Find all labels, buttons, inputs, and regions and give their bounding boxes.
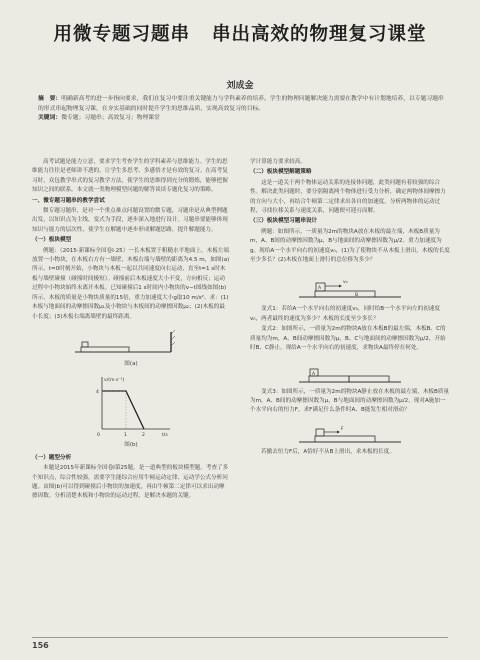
variant-2: 变式2：如图所示，一质量为2m的物块A放在木板B的最左端，木板B、C的质量均为m，A、B间动摩擦因数为μ，B、C与地面间的动摩擦因数为μ/2，开始时B、C静止。现给A一个水平向右的初速度，求物块A最终停在何处。: [250, 326, 446, 352]
block-board-diagram-3: [295, 420, 405, 446]
v-axis-label: v/(m·s⁻¹): [104, 378, 125, 384]
title-part-1: 用微专题习题串: [53, 24, 190, 45]
analysis-paragraph: 本题是2015年新课标全国卷I第25题，是一道典型的板块模型题。考查了多个知识点，综合性较强，需要学生能综合应用牛顿运动定律、运动学公式分析问题。由图(b)可以得到碰撞后小物块的加速度，再由牛顿第二定律可以求出动摩擦因数。分析清楚木板和小物块的运动过程，是解决本题的关键。: [32, 465, 229, 500]
tick-label-4: 4: [96, 390, 99, 396]
continued-text: 学计算能力要求较高。: [250, 159, 306, 165]
abstract: [38, 95, 448, 114]
block-board-diagram-1: [295, 269, 405, 303]
t-axis-label: t/s: [162, 433, 168, 439]
title-part-2: 串出高效的物理复习课堂: [212, 24, 427, 45]
figure-b-vt-graph: [86, 373, 176, 439]
variant-3: 变式3：如图所示，一质量为2m的物块A静止放在木板的最左端，木板B质量为m，A、B间的动摩擦因数为μ，B与地面间的动摩擦因数为μ/2。现对A施加一个水平向右的恒力F，求F满足什么条件时A、B能发生相对滑动？: [250, 388, 450, 414]
figure-b-caption: 图(b): [124, 442, 138, 449]
section-heading-series: （三）板块模型习题串设计: [250, 218, 318, 225]
right-column: [250, 158, 450, 458]
figure-a-diagram: [71, 326, 191, 358]
strategy-paragraph: 这是一道关于两个物体运动关系的连接体问题，此类问题有着较强的综合性。解决此类问题时，要分别隔离两个物体进行受力分析，确定两物体间摩擦力的方向与大小，再结合牛顿第二定律求出各自的加速度，分析两物体的运动过程，寻找位移关系与速度关系，问题便可迎刃而解。: [250, 179, 446, 215]
subsection-heading: （一）板块模型: [32, 237, 72, 244]
example-problem: 例题：（2015·新课标全国卷I·25）一长木板置于粗糙水平地面上，木板左端放置一小物块，在木板右方有一墙壁，木板右端与墙壁的距离为4.5 m，如图(a)所示。t=0时刻开始，小物块与木板一起以共同速度向右运动，直至t=1 s时木板与墙壁碰撞（碰撞时间极短）。碰撞前后木板速度大小不变，方向相反；运动过程中小物块始终未离开木板。已知碰撞后1 s时间内小物块的v−t图线如图(b)所示。木板的质量是小物块质量的15倍，重力加速度大小g取10 m/s²。求：(1)木板与地面间的动摩擦因数μ₁及小物块与木板间的动摩擦因数μ₂；(2)木板的最小长度；(3)木板右端离墙壁的最终距离。: [32, 247, 230, 320]
force-f-label: F: [341, 426, 344, 432]
series-example: 例题：如图所示，一质量为2m的物块A放在木板的最左端，木板B质量为m，A、B间的动摩擦因数为μ，B与地面间的动摩擦因数为μ/2。重力加速度为g。现给A一个水平向右的初速度v₀，(1)为了使物块不从木板上滑出，木板的长度至少多长？(2)木板在地面上滑行的总位移为多少？: [250, 228, 450, 264]
abstract-label: 摘 要：: [38, 96, 62, 102]
page-number: 156: [32, 641, 49, 650]
author-name: 刘成金: [226, 81, 254, 91]
tick-label-0: 0: [97, 433, 100, 439]
figure-a-caption: 图(a): [124, 360, 138, 367]
left-column: [32, 158, 230, 503]
variant-3-followup: 若撤去恒力F后，A恰好不从B上滑出，求木板的长度。: [261, 448, 395, 455]
board-b-label: B: [355, 293, 359, 299]
section-heading-analysis: （一）题型分析: [32, 454, 72, 461]
keywords-text: 微专题；习题串；高效复习；物理课堂: [61, 115, 160, 122]
section-heading-1: 一、微专题习题串的教学尝试: [32, 197, 105, 204]
abstract-text: 明确新高考的进一步指向要求，我们在复习中要注重关键能力与学科素养的培养。学生的物理问题解决能力需要在教学中有计划地培养，以专题习题串的形式串起物理复习课，在夯实基础的同时提升学生的思维品质，实现高效复习的目标。: [38, 96, 444, 112]
block-board-diagram-2: [295, 358, 405, 386]
intro-paragraph: 高考试题是能力立意，要求学生考查学生的学科素养与思维能力。学生的思维能力往往是老师讲不透的，让学生多思考、多感悟才是有效的复习。在高考复习时，众包教学串式的复习教学方法，使学生的思维得到充分的锻炼，能够把握知识之间的联系。本文就一类物理模型问题的解答谈谈专题化复习的策略。: [32, 159, 228, 194]
article-title: [0, 20, 480, 46]
tick-label-2: 2: [142, 433, 145, 439]
keywords: [38, 114, 448, 124]
initial-velocity-label: v₀: [343, 280, 348, 286]
variant-1: 变式1：若给A一个水平向右的初速度v₀，同时给B一个水平向左的初速度v₀，两者最终的速度为多少？木板的长度至少多长？: [250, 306, 440, 322]
paragraph: 微专题习题串，是对一个重点难点问题设置的微专题，习题串是从典型例题出发，以知识点为主线，变式为手段，逐步深入地进行设计。习题串要能够体现知识与能力的层次性，使学生在解题中逐步形成解题思路，提升解题能力。: [32, 208, 228, 233]
tick-label-1: 1: [124, 433, 127, 439]
block-a-label: A: [318, 286, 322, 292]
abstract-block: [38, 95, 448, 124]
block-a-label-2: A: [312, 371, 316, 377]
keywords-label: 关键词：: [38, 115, 62, 122]
section-heading-strategy: （二）板块模型解题策略: [250, 169, 312, 176]
bottom-rule: [32, 637, 448, 638]
